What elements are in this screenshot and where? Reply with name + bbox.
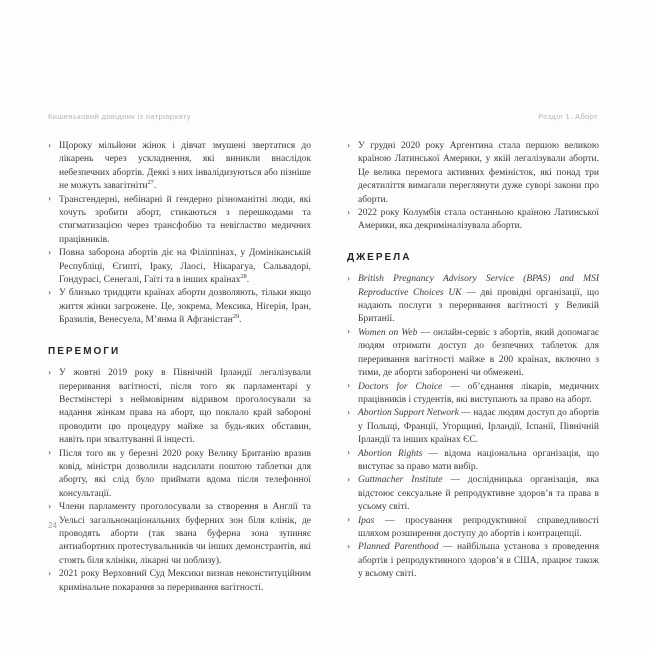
source-name: Guttmacher Institute (358, 475, 443, 486)
fact-text: Повна заборона абортів діє на Філіппінах, у Домініканській Республіці, Єгипті, Іраку, Лаосі, Нікарагуа, Сальвадорі, Гондурасі, Сенегалі, Гаїті та в інших країнах (59, 248, 311, 286)
fact-text: У близько тридцяти країнах аборти дозволяють, тільки якщо життя жінки загрожене. Це, зокрема, Мексика, Нігерія, Іран, Бразилія, Венесуела, М’янма й Афганістан (59, 288, 311, 326)
source-name: Women on Web (358, 327, 418, 338)
bullet-marker: › (48, 194, 52, 205)
source-desc: — відома національна організація, що виступає за право мати вибір. (358, 448, 600, 472)
right-column (347, 140, 599, 582)
victory-text: Після того як у березні 2020 року Велику Британію вразив ковід, міністри дозволили надсилати поштою таблетки для аборту, які слід було приймати вдома після телефонної консультації. (59, 448, 311, 499)
bullet-marker: › (48, 287, 52, 298)
source-name: Planned Parenthood (358, 542, 439, 553)
bullet-marker: › (48, 140, 52, 151)
facts-list (48, 140, 311, 328)
bullet-marker: › (347, 207, 351, 218)
source-name: Doctors for Choice (358, 381, 443, 392)
source-name: Abortion Support Network (358, 408, 459, 419)
bullet-marker: › (347, 515, 351, 526)
running-head-left: Кишеньковий довідник із патріархату (48, 112, 191, 121)
bullet-marker: › (347, 381, 351, 391)
bullet-marker: › (347, 407, 351, 418)
source-desc: — онлайн-сервіс з абортів, який допомагає людям отримати доступ до безпечних таблеток для переривання вагітності майже в 200 країнах, включно з тими, де аборти заборонені чи обмежені. (358, 327, 599, 379)
list-item (48, 194, 311, 248)
victories-heading: ПЕРЕМОГИ (48, 345, 121, 357)
footnote-ref: 28 (240, 272, 247, 280)
sources-list (347, 273, 599, 581)
fact-text: Щороку мільйони жінок і дівчат змушені звертатися до лікарень через ускладнення, які виникли внаслідок небезпечних абортів. Деякі з них інвалідизуються або пізніше не можуть завагітніти (59, 141, 311, 192)
running-head-right: Розділ 1. Аборт (538, 112, 598, 121)
list-item (347, 515, 599, 542)
source-desc: — найбільша установа з проведення абортів і репродуктивного здоров’я в США, працює також у всьому світі. (358, 542, 599, 580)
bullet-marker: › (347, 327, 351, 338)
source-desc: — дві провідні організації, що надають послуги з переривання вагітності у Великій Британії. (358, 287, 599, 325)
bullet-marker: › (347, 273, 351, 284)
list-item (347, 207, 599, 234)
footnote-ref: 29 (232, 313, 240, 321)
bullet-marker: › (48, 568, 52, 579)
latam-text: 2022 року Колумбія стала останньою країною Латинської Америки, яка декриміналізувала аборти. (358, 208, 599, 232)
source-desc: — дослідницька організація, яка відстоює сексуальне й репродуктивне здоров’я та права в усьому світі. (358, 475, 600, 513)
list-item (347, 381, 599, 408)
source-name: Abortion Rights (358, 448, 423, 459)
bullet-marker: › (347, 140, 351, 151)
list-item (347, 407, 599, 447)
fact-text-end: . (246, 275, 250, 286)
bullet-marker: › (347, 541, 351, 552)
bullet-marker: › (347, 474, 351, 485)
bullet-marker: › (48, 448, 52, 459)
list-item (347, 327, 599, 381)
source-name: Ipas (358, 515, 375, 526)
sources-heading: ДЖЕРЕЛА (347, 251, 412, 263)
latam-text: У грудні 2020 року Аргентина стала першою великою країною Латинської Америки, у якій легалізували аборти. Це велика перемога активних феміністок, які понад три десятиліття вимагали переглянути дуже суворі закони про аборти. (358, 141, 599, 205)
bullet-marker: › (48, 247, 52, 258)
list-item (48, 568, 311, 595)
victory-text: Члени парламенту проголосували за створення в Англії та Уельсі загальнонаціональних буферних зон біля клінік, де проводять аборти (так звана буферна зона зупиняє антиабортних протестувальників чи інших демонстрантів, які стоять біля клініки, лікарні чи поблизу). (59, 502, 311, 566)
fact-text: Трансгендерні, небінарні й гендерно різноманітні люди, які хочуть зробити аборт, стикаються з перешкодами та стигматизацією через трансфобію та невігластво медичних працівників. (59, 194, 311, 245)
list-item (347, 140, 599, 207)
fact-text-end: . (239, 315, 242, 326)
left-column (48, 140, 311, 595)
list-item (347, 474, 599, 514)
source-name: British Pregnancy Advisory Service (BPAS) and MSI Reproductive Choices UK (358, 274, 599, 298)
source-desc: — надає людям доступ до абортів у Польщі, Франції, Угорщині, Ірландії, Іспанії, Північній Ірландії та інших країнах ЄС. (358, 408, 599, 446)
fact-text-end: . (153, 181, 157, 192)
list-item (48, 287, 311, 327)
list-item (48, 140, 311, 194)
list-item (48, 448, 311, 502)
list-item (347, 448, 599, 475)
bullet-marker: › (48, 367, 52, 378)
victories-list (48, 367, 311, 595)
source-desc: — об’єднання лікарів, медичних працівників і студентів, які виступають за право на аборт. (358, 381, 600, 405)
running-head (48, 112, 598, 121)
page-number: 24 (48, 521, 57, 530)
bullet-marker: › (347, 448, 351, 459)
latam-list (347, 140, 599, 234)
footnote-ref: 27 (147, 179, 154, 187)
list-item (347, 273, 599, 327)
victory-text: 2021 року Верховний Суд Мексики визнав неконституційним кримінальне покарання за переривання вагітності. (59, 569, 311, 593)
list-item (48, 367, 311, 447)
list-item (347, 541, 599, 581)
bullet-marker: › (48, 501, 52, 512)
victory-text: У жовтні 2019 року в Північній Ірландії легалізували переривання вагітності, після того як парламентарі у Вестмінстері з неймовірним відривом проголосували за надання жінкам права на аборт, що поклало край забороні проводити цю процедуру майже за будь-яких обставин, навіть при зґвалтуванні й інцесті. (59, 368, 311, 446)
list-item (48, 501, 311, 568)
source-desc: — просування репродуктивної справедливості шляхом розширення доступу до абортів і контрацепції. (358, 515, 599, 539)
list-item (48, 247, 311, 287)
